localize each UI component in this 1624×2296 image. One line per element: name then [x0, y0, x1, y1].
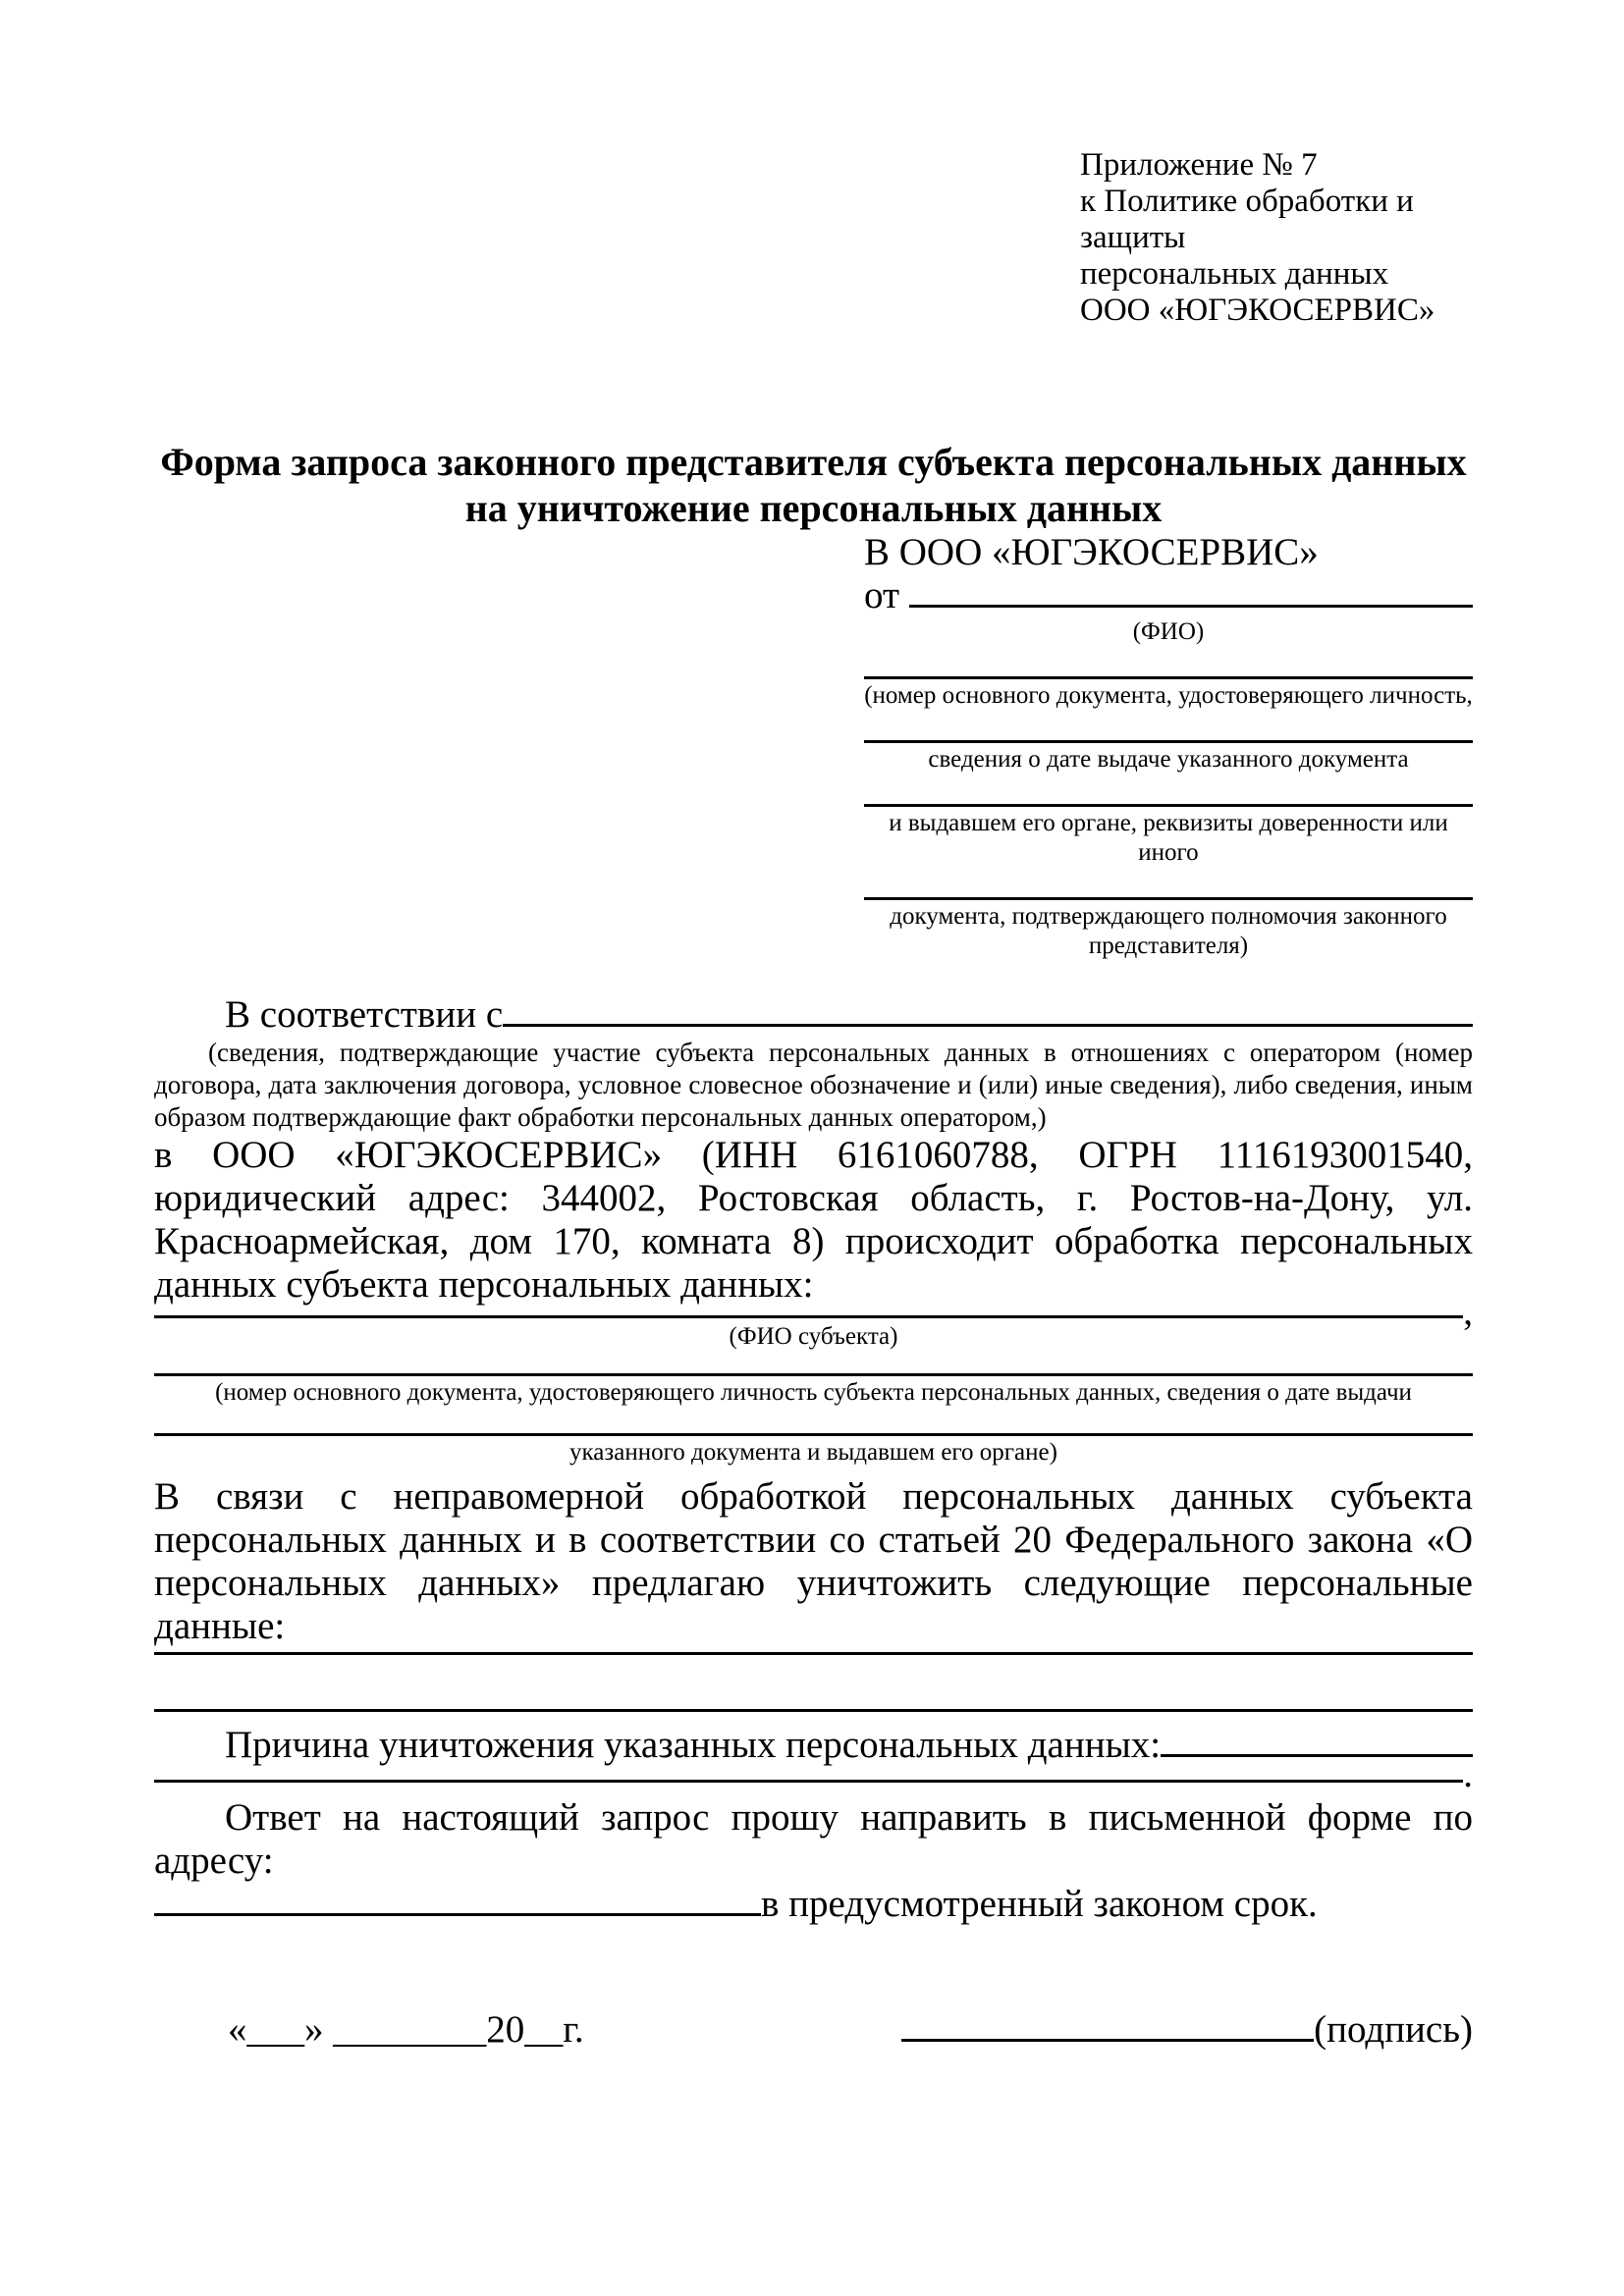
data-blank-line [154, 1652, 1473, 1655]
addressee: В ООО «ЮГЭКОСЕРВИС» [864, 531, 1319, 573]
appendix-note-line: персональных данных [1080, 256, 1389, 292]
request-paragraph: В связи с неправомерной обработкой персональных данных субъекта персональных данных и в соответствии со статьей 20 Федерального закона «О персональных данных» предлагаю уничтожить следующие персональные данные: [154, 1475, 1473, 1647]
reason-blank-line [1161, 1754, 1473, 1757]
representative-blank-line [864, 897, 1473, 900]
appendix-note [1080, 147, 1473, 329]
representative-field-caption: и выдавшем его органе, реквизиты доверенности или иного [889, 810, 1448, 866]
operator-paragraph: в ООО «ЮГЭКОСЕРВИС» (ИНН 6161060788, ОГРН 1116193001540, юридический адрес: 344002, Ростовская область, г. Ростов-на-Дону, ул. Красноармейская, дом 170, комната 8) происходит обработка персональных данных субъекта персональных данных: [154, 1134, 1473, 1306]
reason-field [154, 1724, 1473, 1767]
subject-doc-blank-line [154, 1433, 1473, 1436]
representative-doc-field [864, 740, 1473, 774]
date-field: «___» ________20__г. [228, 2008, 584, 2051]
accordance-blank-line [503, 1024, 1473, 1027]
data-blank-line [154, 1709, 1473, 1712]
reason-continuation-field [154, 1753, 1473, 1795]
representative-field-caption: документа, подтверждающего полномочия законного представителя) [890, 903, 1447, 959]
response-address-field [154, 1883, 1473, 1926]
signature-blank-line [901, 2039, 1314, 2042]
accordance-field [154, 993, 1473, 1037]
representative-doc-field [864, 804, 1473, 868]
recipient-block [864, 531, 1473, 961]
document-title-line: на уничтожение персональных данных [464, 486, 1163, 530]
reason-label: Причина уничтожения указанных персональных данных: [225, 1724, 1162, 1766]
response-sentence: Ответ на настоящий запрос прошу направить в письменной форме по адресу: [154, 1796, 1473, 1882]
from-blank-line [909, 605, 1473, 608]
appendix-note-line: ООО «ЮГЭКОСЕРВИС» [1080, 293, 1435, 328]
representative-doc-field [864, 676, 1473, 711]
signature-field [901, 2008, 1473, 2052]
reason-line-suffix: . [1463, 1753, 1473, 1795]
document-title [154, 439, 1473, 531]
subject-doc-caption: (номер основного документа, удостоверяющего личность субъекта персональных данных, сведения о дате выдачи [215, 1379, 1412, 1406]
representative-doc-field [864, 897, 1473, 961]
appendix-note-line: Приложение № 7 [1080, 147, 1318, 183]
representative-blank-line [864, 676, 1473, 679]
subject-fio-blank-line [154, 1315, 1463, 1318]
from-label: от [864, 574, 900, 616]
representative-blank-line [864, 804, 1473, 807]
subject-fio-suffix: , [1463, 1291, 1473, 1333]
subject-fio-caption: (ФИО субъекта) [729, 1323, 898, 1350]
signature-caption: (подпись) [1314, 2008, 1473, 2051]
address-blank-line [154, 1913, 761, 1916]
subject-doc-caption: указанного документа и выдавшем его органе) [569, 1439, 1057, 1466]
appendix-note-line: к Политике обработки и защиты [1080, 184, 1414, 255]
reason-blank-line [154, 1780, 1463, 1783]
from-caption: (ФИО) [1132, 618, 1205, 645]
accordance-label: В соответствии с [225, 993, 504, 1036]
representative-blank-line [864, 740, 1473, 743]
representative-field-caption: сведения о дате выдаче указанного документа [928, 746, 1409, 773]
from-field [864, 574, 1473, 617]
document-title-line: Форма запроса законного представителя субъекта персональных данных [160, 440, 1467, 484]
signature-row [154, 2008, 1473, 2052]
subject-fio-field [154, 1291, 1473, 1333]
accordance-note: (сведения, подтверждающие участие субъекта персональных данных в отношениях с оператором (номер договора, дата заключения договора, условное словесное обозначение и (или) иные сведения), либо сведения, иным образом подтверждающие факт обработки персональных данных оператором,) [154, 1038, 1473, 1132]
response-tail: в предусмотренный законом срок. [761, 1883, 1318, 1925]
subject-doc-blank-line [154, 1373, 1473, 1376]
representative-field-caption: (номер основного документа, удостоверяющего личность, [864, 682, 1473, 709]
